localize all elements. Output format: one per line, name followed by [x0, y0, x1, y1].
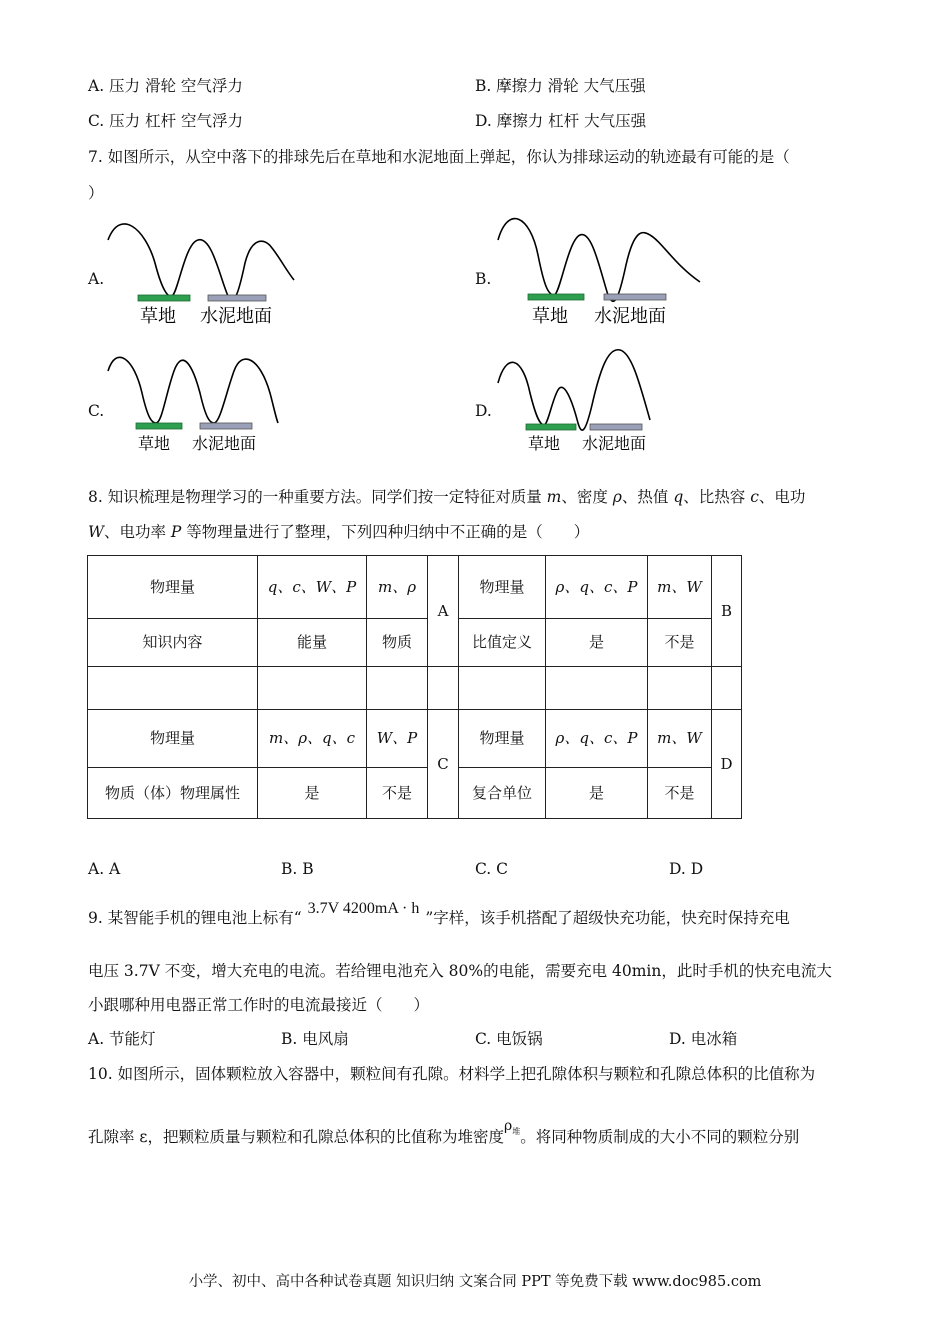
grass-label-b: 草地 — [532, 306, 568, 327]
table-c-header-group2: W、P — [367, 710, 428, 768]
q9-stem-line1: 9. 某智能手机的锂电池上标有“3.7V 4200mA · h”字样，该手机搭配了超级快充功能，快充时保持充电 — [88, 900, 790, 927]
q7-stem-line1: 7. 如图所示，从空中落下的排球先后在草地和水泥地面上弹起，你认为排球运动的轨迹最有可能的是（ — [88, 148, 790, 166]
q7-label-d: D. — [475, 402, 492, 420]
table-a-header-group2: m、ρ — [367, 556, 428, 619]
table-b-header-group2: m、W — [648, 556, 712, 619]
table-d-header-group2: m、W — [648, 710, 712, 768]
q6-option-c: C. 压力 杠杆 空气浮力 — [88, 112, 244, 130]
q6-option-a: A. 压力 滑轮 空气浮力 — [88, 77, 243, 95]
page-footer: 小学、初中、高中各种试卷真题 知识归纳 文案合同 PPT 等免费下载 www.doc985.com — [188, 1274, 762, 1290]
cement-strip-c — [200, 423, 252, 429]
table-b-row-group1: 是 — [546, 619, 648, 667]
q6-option-b: B. 摩擦力 滑轮 大气压强 — [475, 77, 646, 95]
table-a-row-group1: 能量 — [258, 619, 367, 667]
table-d-row-group1: 是 — [546, 768, 648, 819]
q8-option-c: C. C — [475, 860, 509, 878]
table-d-tag: D — [712, 710, 742, 819]
q8-option-a: A. A — [88, 860, 121, 878]
q7-stem-line2: ） — [88, 184, 104, 202]
table-b-header-label: 物理量 — [459, 556, 546, 619]
q10-stem-line2: 孔隙率 ε，把颗粒质量与颗粒和孔隙总体积的比值称为堆密度$\rho_堆$。将同种物质制成的大小不同的颗粒分别 — [88, 1118, 800, 1146]
table-c-header-label: 物理量 — [88, 710, 258, 768]
table-c-tag: C — [428, 710, 459, 819]
q8-stem-line2: W、电功率 P 等物理量进行了整理，下列四种归纳中不正确的是（ ） — [88, 523, 590, 541]
cement-strip-b — [604, 294, 666, 300]
table-a-tag: A — [428, 556, 459, 667]
q7-figure-d — [490, 345, 665, 455]
table-c-row-group1: 是 — [258, 768, 367, 819]
q8-option-b: B. B — [281, 860, 314, 878]
q7-figure-b — [490, 210, 705, 330]
q8-stem-line1: 8. 知识梳理是物理学习的一种重要方法。同学们按一定特征对质量 m、密度 ρ、热值 q、比热容 c、电功 — [88, 488, 806, 506]
table-d-row-label: 复合单位 — [459, 768, 546, 819]
table-c-header-group1: m、ρ、q、c — [258, 710, 367, 768]
q9-option-a: A. 节能灯 — [88, 1030, 156, 1048]
table-d-row-group2: 不是 — [648, 768, 712, 819]
q8-option-d: D. D — [669, 860, 704, 878]
table-b-row-group2: 不是 — [648, 619, 712, 667]
bulk-density-symbol: $\rho_堆$ — [503, 1118, 521, 1136]
q8-classification-table — [87, 555, 742, 819]
q7-label-c: C. — [88, 402, 105, 420]
q9-option-d: D. 电冰箱 — [669, 1030, 738, 1048]
q10-stem-line1: 10. 如图所示，固体颗粒放入容器中，颗粒间有孔隙。材料学上把孔隙体积与颗粒和孔隙总体积的比值称为 — [88, 1065, 816, 1083]
cement-strip-a — [208, 295, 266, 301]
grass-strip-a — [138, 295, 190, 301]
table-c-row-label: 物质（体）物理属性 — [88, 768, 258, 819]
q9-option-c: C. 电饭锅 — [475, 1030, 543, 1048]
q9-stem-line2: 电压 3.7V 不变，增大充电的电流。若给锂电池充入 80%的电能，需要充电 40min，此时手机的快充电流大 — [88, 962, 832, 980]
grass-strip-c — [136, 423, 182, 429]
table-b-tag: B — [712, 556, 742, 667]
table-b-row-label: 比值定义 — [459, 619, 546, 667]
grass-strip-b — [528, 294, 584, 300]
cement-label-c: 水泥地面 — [192, 434, 257, 453]
table-b-header-group1: ρ、q、c、P — [546, 556, 648, 619]
grass-label-a: 草地 — [140, 306, 176, 327]
q9-option-b: B. 电风扇 — [281, 1030, 349, 1048]
table-a-header-label: 物理量 — [88, 556, 258, 619]
q7-label-b: B. — [475, 270, 492, 288]
cement-label-b: 水泥地面 — [594, 306, 666, 327]
table-d-header-group1: ρ、q、c、P — [546, 710, 648, 768]
table-a-row-group2: 物质 — [367, 619, 428, 667]
table-c-row-group2: 不是 — [367, 768, 428, 819]
cement-label-a: 水泥地面 — [200, 306, 272, 327]
q7-figure-a — [100, 218, 300, 330]
grass-strip-d — [526, 424, 576, 430]
battery-rating: 3.7V 4200mA · h — [307, 900, 420, 917]
table-d-header-label: 物理量 — [459, 710, 546, 768]
grass-label-d: 草地 — [528, 434, 561, 453]
q6-option-d: D. 摩擦力 杠杆 大气压强 — [475, 112, 647, 130]
q7-label-a: A. — [88, 270, 105, 288]
grass-label-c: 草地 — [138, 434, 171, 453]
cement-label-d: 水泥地面 — [582, 434, 647, 453]
q7-figure-c — [100, 353, 285, 455]
cement-strip-d — [590, 424, 642, 430]
q9-stem-line3: 小跟哪种用电器正常工作时的电流最接近（ ） — [88, 996, 430, 1014]
table-a-header-group1: q、c、W、P — [258, 556, 367, 619]
table-a-row-label: 知识内容 — [88, 619, 258, 667]
table-spacer-row — [88, 667, 742, 710]
